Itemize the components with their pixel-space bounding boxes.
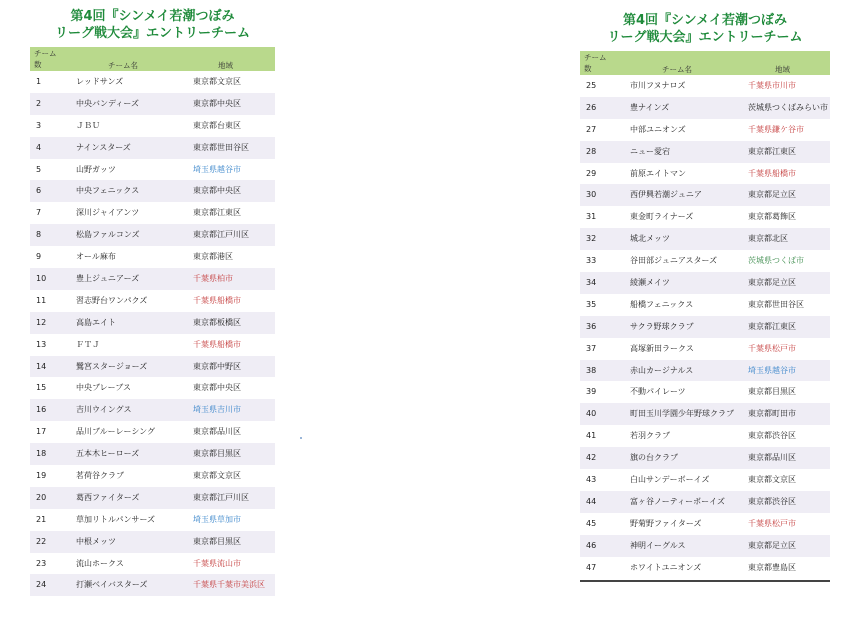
team-name: 流山ホークス: [76, 558, 124, 568]
team-area: 東京都台東区: [193, 120, 241, 130]
team-name: 草加リトルパンサーズ: [76, 514, 156, 524]
team-number: 31: [586, 212, 597, 222]
table-row: [30, 377, 275, 399]
title-line-1: 第4回『シンメイ若潮つぼみ: [70, 9, 235, 24]
table-row: [30, 93, 275, 115]
header-area: 地域: [775, 65, 790, 74]
team-name: 五本木ヒーローズ: [76, 449, 140, 459]
team-area: 東京都目黒区: [193, 536, 241, 546]
team-name: 豊ナインズ: [630, 102, 670, 112]
header-num: [34, 48, 57, 70]
team-number: 14: [36, 361, 47, 371]
table-row: [580, 403, 830, 425]
table-row: [580, 535, 830, 557]
team-number: 27: [586, 124, 597, 134]
team-name: 鷺宮スタージョーズ: [76, 361, 148, 371]
team-area: 東京都足立区: [748, 190, 796, 200]
team-area: 東京都足立区: [748, 278, 796, 288]
team-area: 東京都町田市: [748, 409, 796, 419]
team-number: 3: [36, 120, 42, 130]
team-area: 東京都品川区: [193, 427, 241, 437]
team-name: 豊上ジュニアーズ: [76, 274, 140, 284]
team-area: 千葉県市川市: [748, 81, 796, 90]
table-row: [580, 338, 830, 360]
team-area: 東京都江東区: [748, 321, 796, 331]
header-area: 地域: [218, 61, 233, 70]
team-area: 東京都中央区: [193, 186, 241, 196]
team-area: 千葉県船橋市: [193, 295, 241, 305]
table-row: [580, 206, 830, 228]
team-area: 埼玉県吉川市: [193, 405, 241, 415]
table-row: [30, 356, 275, 378]
team-number: 39: [586, 387, 597, 397]
header-name: チーム名: [662, 65, 692, 74]
team-number: 1: [36, 77, 42, 86]
team-area: 東京都中央区: [193, 383, 241, 393]
team-name: ＪＢＵ: [76, 120, 100, 130]
team-number: 5: [36, 164, 42, 174]
team-name: ホワイトユニオンズ: [630, 562, 702, 572]
table-row: [580, 360, 830, 382]
team-area: 千葉県千葉市美浜区: [193, 580, 265, 590]
table-body: [30, 71, 275, 596]
team-area: 東京都豊島区: [748, 562, 796, 572]
table-row: [580, 491, 830, 513]
table-row: [30, 268, 275, 290]
title-line-2: リーグ戦大会』エントリーチーム: [607, 30, 803, 45]
table-row: [30, 71, 275, 93]
team-name: 吉川ウイングス: [76, 405, 132, 415]
team-name: 中部ユニオンズ: [630, 124, 686, 134]
table-row: [30, 334, 275, 356]
table-row: [30, 115, 275, 137]
table-row: [580, 75, 830, 97]
header-num-line-2: 数: [584, 64, 592, 73]
team-area: 東京都目黒区: [193, 449, 241, 459]
team-name: 富ヶ谷ノーティーボーイズ: [630, 496, 726, 506]
team-number: 25: [586, 81, 597, 90]
team-area: 茨城県つくば市: [748, 256, 804, 266]
table-row: [580, 184, 830, 206]
team-number: 47: [586, 562, 597, 572]
team-area: 東京都足立区: [748, 540, 796, 550]
team-area: 東京都葛飾区: [748, 212, 796, 222]
team-area: 東京都世田谷区: [748, 299, 804, 309]
table-row: [580, 250, 830, 272]
team-name: 若羽クラブ: [630, 431, 670, 441]
table-row: [30, 574, 275, 596]
team-area: 千葉県船橋市: [193, 339, 241, 349]
team-area: 東京都江戸川区: [193, 230, 249, 240]
team-area: 東京都中央区: [193, 98, 241, 108]
team-area: 東京都中野区: [193, 361, 241, 371]
team-number: 32: [586, 234, 597, 244]
team-name: 深川ジャイアンツ: [76, 208, 140, 218]
team-area: 埼玉県越谷市: [748, 365, 796, 375]
table-row: [580, 469, 830, 491]
table-row: [30, 553, 275, 575]
team-area: 東京都板橋区: [193, 317, 241, 327]
team-name: 中央バンディーズ: [76, 98, 139, 108]
team-name: 習志野台ワンパクズ: [76, 295, 148, 305]
title-line-1: 第4回『シンメイ若潮つぼみ: [622, 13, 788, 28]
table-row: [30, 159, 275, 181]
table-row: [30, 224, 275, 246]
team-number: 40: [586, 409, 597, 419]
team-area: 東京都文京区: [193, 77, 241, 86]
table-row: [580, 513, 830, 535]
team-number: 33: [586, 256, 597, 266]
table-row: [580, 557, 830, 579]
team-number: 4: [36, 142, 42, 152]
team-number: 15: [36, 383, 47, 393]
team-name: 神明イーグルス: [630, 540, 686, 550]
header-num: [584, 52, 607, 74]
team-area: 東京都渋谷区: [748, 431, 796, 441]
team-name: 城北メッツ: [630, 234, 670, 244]
table-header: [580, 51, 830, 75]
list-title: [30, 8, 275, 42]
table-row: [30, 202, 275, 224]
team-number: 35: [586, 299, 597, 309]
table-row: [580, 316, 830, 338]
team-name: 船橋フェニックス: [630, 299, 694, 309]
team-number: 7: [36, 208, 42, 218]
team-name: 市川フヌナロズ: [630, 81, 686, 90]
table-row: [30, 290, 275, 312]
team-number: 36: [586, 321, 597, 331]
team-number: 37: [586, 343, 597, 353]
team-number: 2: [36, 98, 42, 108]
table-row: [30, 509, 275, 531]
table-row: [580, 381, 830, 403]
team-name: 中央フェニックス: [76, 186, 140, 196]
table-row: [30, 180, 275, 202]
team-area: 東京都港区: [193, 252, 233, 262]
team-name: 茗荷谷クラブ: [76, 471, 124, 481]
team-number: 23: [36, 558, 47, 568]
table-row: [30, 399, 275, 421]
team-number: 45: [586, 518, 597, 528]
team-name: 葛西ファイターズ: [76, 492, 140, 502]
team-name: 赤山カージナルス: [630, 365, 694, 375]
team-number: 42: [586, 453, 597, 463]
team-area: 東京都北区: [748, 234, 788, 244]
title-line-2: リーグ戦大会』エントリーチーム: [54, 26, 250, 41]
table-row: [30, 137, 275, 159]
team-area: 千葉県松戸市: [748, 518, 796, 528]
stray-mark: [300, 437, 302, 439]
team-number: 16: [36, 405, 47, 415]
team-number: 28: [586, 146, 597, 156]
table-row: [30, 443, 275, 465]
header-name: チーム名: [108, 61, 138, 70]
team-name: 旗の台クラブ: [630, 453, 678, 463]
team-name: 打瀬ベイバスターズ: [76, 580, 148, 590]
left-team-list: [30, 8, 275, 596]
table-row: [580, 119, 830, 141]
team-number: 43: [586, 475, 597, 485]
team-name: ＦＴＪ: [76, 339, 100, 349]
team-number: 12: [36, 317, 47, 327]
team-name: 高塚新田ラークス: [630, 343, 694, 353]
table-row: [30, 531, 275, 553]
team-name: ニュー愛宕: [630, 146, 670, 156]
table-row: [30, 246, 275, 268]
team-number: 13: [36, 339, 47, 349]
team-number: 20: [36, 492, 47, 502]
right-team-list: [580, 12, 830, 582]
team-area: 東京都渋谷区: [748, 496, 796, 506]
team-name: 東金町ライナーズ: [630, 212, 694, 222]
team-name: 前原エイトマン: [630, 168, 686, 178]
team-number: 24: [36, 580, 47, 590]
team-area: 東京都江東区: [748, 146, 796, 156]
team-number: 19: [36, 471, 47, 481]
team-name: 中央ブレーブス: [76, 383, 131, 393]
team-number: 6: [36, 186, 42, 196]
team-area: 東京都江戸川区: [193, 492, 249, 502]
table-row: [30, 465, 275, 487]
team-number: 17: [36, 427, 47, 437]
header-num-line-2: 数: [34, 60, 42, 69]
team-name: オール麻布: [76, 252, 116, 262]
table-body: [580, 75, 830, 578]
table-bottom-rule: [580, 580, 830, 582]
team-number: 8: [36, 230, 42, 240]
team-number: 46: [586, 540, 597, 550]
team-number: 26: [586, 102, 597, 112]
team-number: 18: [36, 449, 47, 459]
team-name: レッドサンズ: [76, 77, 124, 86]
table-row: [580, 228, 830, 250]
team-name: ナインスターズ: [76, 142, 131, 152]
team-area: 埼玉県越谷市: [193, 164, 241, 174]
team-number: 22: [36, 536, 47, 546]
table-row: [580, 97, 830, 119]
header-num-line-1: チーム: [584, 53, 607, 62]
team-area: 東京都目黒区: [748, 387, 796, 397]
team-name: 綾瀬メイツ: [630, 278, 670, 288]
list-title: [580, 12, 830, 46]
table-row: [30, 421, 275, 443]
team-name: 谷田部ジュニアスターズ: [630, 256, 718, 266]
team-area: 千葉県柏市: [193, 274, 233, 284]
table-row: [580, 141, 830, 163]
team-name: サクラ野球クラブ: [630, 321, 694, 331]
team-number: 29: [586, 168, 597, 178]
table-row: [580, 447, 830, 469]
team-area: 千葉県船橋市: [748, 168, 796, 178]
team-area: 東京都文京区: [193, 471, 241, 481]
team-name: 西伊興若潮ジュニア: [630, 190, 702, 200]
team-number: 10: [36, 274, 47, 284]
team-number: 9: [36, 252, 42, 262]
team-name: 不動パイレーツ: [630, 387, 686, 397]
team-name: 山野ガッツ: [76, 164, 116, 174]
team-name: 中根メッツ: [76, 536, 116, 546]
team-area: 埼玉県草加市: [193, 514, 241, 524]
team-name: 松島ファルコンズ: [76, 230, 140, 240]
team-number: 38: [586, 365, 597, 375]
team-area: 東京都文京区: [748, 475, 796, 485]
table-row: [580, 163, 830, 185]
header-num-line-1: チーム: [34, 49, 57, 58]
team-name: 白山サンデーボーイズ: [630, 475, 710, 485]
team-area: 千葉県流山市: [193, 558, 241, 568]
table-row: [580, 272, 830, 294]
team-name: 町田玉川学園少年野球クラブ: [630, 409, 734, 419]
table-row: [580, 425, 830, 447]
team-number: 44: [586, 496, 597, 506]
team-name: 高島エイト: [76, 317, 116, 327]
table-header: [30, 47, 275, 71]
team-number: 11: [36, 295, 47, 305]
team-area: 茨城県つくばみらい市: [748, 102, 828, 112]
team-name: 品川ブルーレーシング: [76, 427, 155, 437]
team-number: 34: [586, 278, 597, 288]
team-area: 東京都世田谷区: [193, 142, 249, 152]
table-row: [580, 294, 830, 316]
team-area: 千葉県松戸市: [748, 343, 796, 353]
table-row: [30, 312, 275, 334]
table-row: [30, 487, 275, 509]
team-area: 東京都品川区: [748, 453, 796, 463]
team-number: 41: [586, 431, 597, 441]
team-number: 21: [36, 514, 47, 524]
team-area: 東京都江東区: [193, 208, 241, 218]
team-number: 30: [586, 190, 597, 200]
team-name: 野菊野ファイターズ: [630, 518, 702, 528]
team-area: 千葉県鎌ケ谷市: [748, 124, 804, 134]
